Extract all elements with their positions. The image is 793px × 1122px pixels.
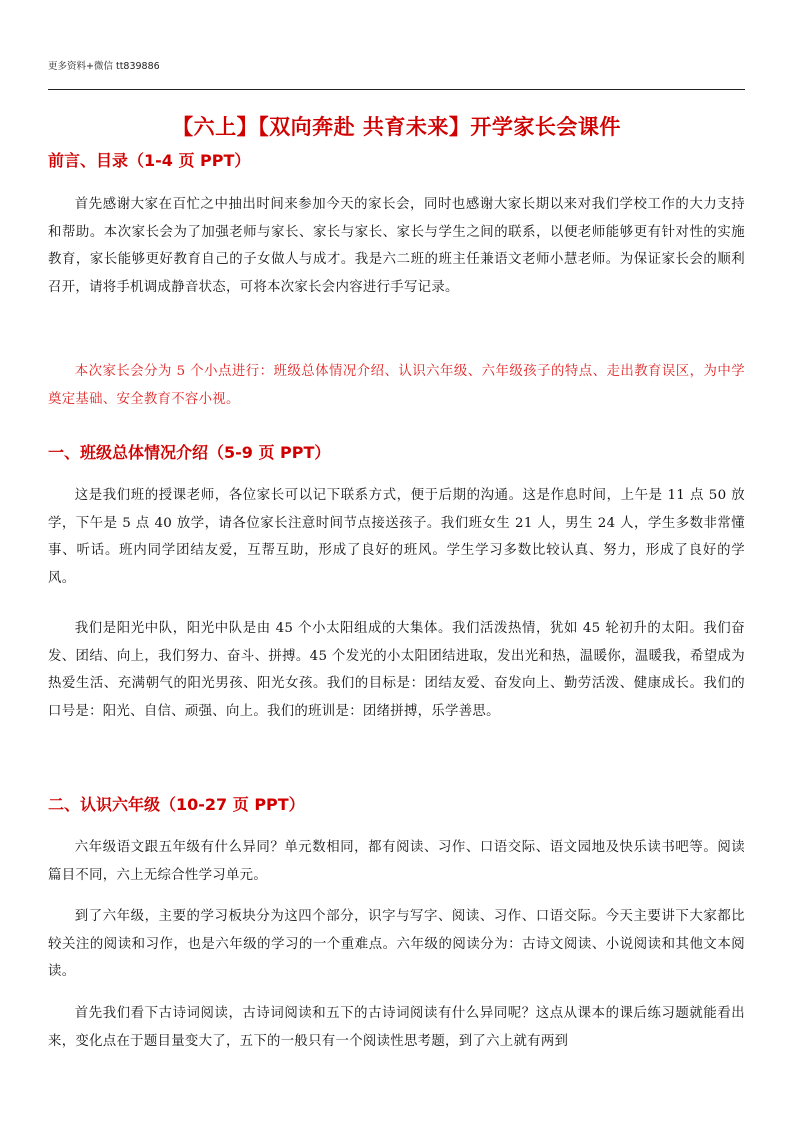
paragraph-class-teachers-schedule: 这是我们班的授课老师，各位家长可以记下联系方式，便于后期的沟通。这是作息时间，上午是 11 点 50 放学，下午是 5 点 40 放学，请各位家长注意时间节点接送孩子。我们班女生 21 人，男生 24 人，学生多数非常懂事、听话。班内同学团结友爱，互帮互助，形成了良好的班风。学生学习多数比较认真、努力，形成了良好的学风。 <box>48 488 745 586</box>
paragraph-sunshine-squadron: 我们是阳光中队，阳光中队是由 45 个小太阳组成的大集体。我们活泼热情，犹如 45 轮初升的太阳。我们奋发、团结、向上，我们努力、奋斗、拼搏。45 个发光的小太阳团结进取，发出光和热，温暖你，温暖我，希望成为热爱生活、充满朝气的阳光男孩、阳光女孩。我们的目标是：团结友爱、奋发向上、勤劳活泼、健康成长。我们的口号是：阳光、自信、顽强、向上。我们的班训是：团绪拼搏，乐学善思。 <box>48 621 745 719</box>
section-heading-preface: 前言、目录（1-4 页 PPT） <box>48 151 251 170</box>
paragraph-meeting-outline: 本次家长会分为 5 个小点进行：班级总体情况介绍、认识六年级、六年级孩子的特点、走出教育误区，为中学奠定基础、安全教育不容小视。 <box>48 364 745 407</box>
paragraph-grade-comparison: 六年级语文跟五年级有什么异同？单元数相同，都有阅读、习作、口语交际、语文园地及快乐读书吧等。阅读篇目不同，六上无综合性学习单元。 <box>48 840 745 883</box>
page-header-note: 更多资料+微信 tt839886 <box>48 61 160 72</box>
section-heading-class-overview: 一、班级总体情况介绍（5-9 页 PPT） <box>48 443 331 462</box>
document-title: 【六上】【双向奔赴 共育未来】开学家长会课件 <box>172 115 621 140</box>
header-divider <box>48 89 745 90</box>
paragraph-preface-intro: 首先感谢大家在百忙之中抽出时间来参加今天的家长会，同时也感谢大家长期以来对我们学校工作的大力支持和帮助。本次家长会为了加强老师与家长、家长与家长、家长与学生之间的联系，以便老师能够更有针对性的实施教育，家长能够更好教育自己的子女做人与成才。我是六二班的班主任兼语文老师小慧老师。为保证家长会的顺利召开，请将手机调成静音状态，可将本次家长会内容进行手写记录。 <box>48 197 745 295</box>
section-heading-grade-six: 二、认识六年级（10-27 页 PPT） <box>48 795 305 814</box>
paragraph-learning-modules: 到了六年级，主要的学习板块分为这四个部分，识字与写字、阅读、习作、口语交际。今天主要讲下大家都比较关注的阅读和习作，也是六年级的学习的一个重难点。六年级的阅读分为：古诗文阅读、小说阅读和其他文本阅读。 <box>48 909 745 979</box>
paragraph-poetry-reading: 首先我们看下古诗词阅读，古诗词阅读和五下的古诗词阅读有什么异同呢？这点从课本的课后练习题就能看出来，变化点在于题目量变大了，五下的一般只有一个阅读性思考题，到了六上就有两到 <box>48 1006 745 1049</box>
